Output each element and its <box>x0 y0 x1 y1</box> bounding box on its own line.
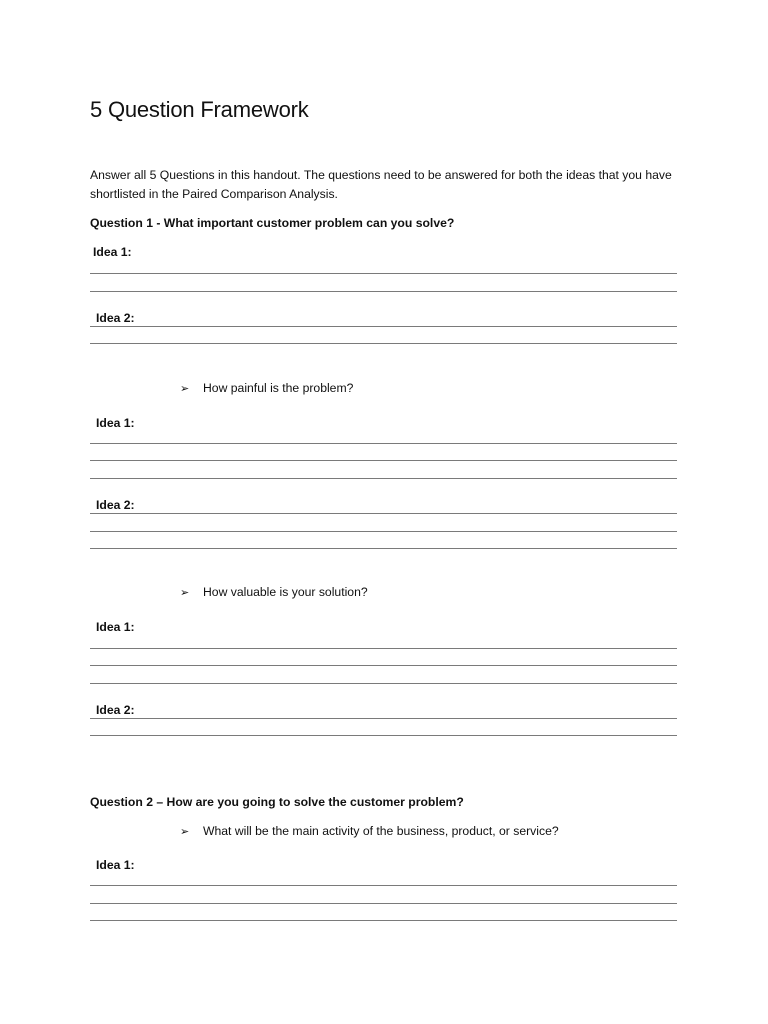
painful-idea-2-label: Idea 2: <box>96 498 135 512</box>
valuable-idea-1-answer-line-2[interactable] <box>90 665 677 666</box>
painful-idea-1-answer-line-2[interactable] <box>90 460 677 461</box>
q1-idea-2-answer-line-2[interactable] <box>90 343 677 344</box>
arrow-bullet-icon: ➢ <box>180 383 190 395</box>
q1-idea-2-answer-line-1[interactable] <box>90 326 677 327</box>
sub-question-text: How painful is the problem? <box>203 381 354 395</box>
valuable-idea-2-answer-line-2[interactable] <box>90 735 677 736</box>
question-1-heading: Question 1 - What important customer problem can you solve? <box>90 216 455 230</box>
painful-idea-1-answer-line-1[interactable] <box>90 443 677 444</box>
arrow-bullet-icon: ➢ <box>180 826 190 838</box>
valuable-idea-1-answer-line-3[interactable] <box>90 683 677 684</box>
sub-question-text: What will be the main activity of the business, product, or service? <box>203 824 559 838</box>
painful-idea-1-label: Idea 1: <box>96 416 135 430</box>
arrow-bullet-icon: ➢ <box>180 587 190 599</box>
painful-idea-2-answer-line-3[interactable] <box>90 548 677 549</box>
valuable-idea-2-answer-line-1[interactable] <box>90 718 677 719</box>
activity-idea-1-answer-line-2[interactable] <box>90 903 677 904</box>
valuable-idea-1-label: Idea 1: <box>96 620 135 634</box>
intro-paragraph: Answer all 5 Questions in this handout. The questions need to be answered for both the ideas that you have shortlisted in the Paired Comparison Analysis. <box>90 168 672 201</box>
painful-idea-2-answer-line-2[interactable] <box>90 531 677 532</box>
sub-question-main-activity <box>180 822 559 841</box>
valuable-idea-1-answer-line-1[interactable] <box>90 648 677 649</box>
q1-idea-1-label: Idea 1: <box>93 245 132 259</box>
question-2-heading: Question 2 – How are you going to solve the customer problem? <box>90 795 464 809</box>
valuable-idea-2-label: Idea 2: <box>96 703 135 717</box>
activity-idea-1-answer-line-3[interactable] <box>90 920 677 921</box>
q1-idea-1-answer-line-2[interactable] <box>90 291 677 292</box>
q1-idea-1-answer-line-1[interactable] <box>90 273 677 274</box>
sub-question-painful <box>180 379 353 398</box>
page-title: 5 Question Framework <box>90 97 309 122</box>
painful-idea-2-answer-line-1[interactable] <box>90 513 677 514</box>
sub-question-text: How valuable is your solution? <box>203 585 368 599</box>
activity-idea-1-label: Idea 1: <box>96 858 135 872</box>
q1-idea-2-label: Idea 2: <box>96 311 135 325</box>
painful-idea-1-answer-line-3[interactable] <box>90 478 677 479</box>
sub-question-valuable <box>180 583 368 602</box>
activity-idea-1-answer-line-1[interactable] <box>90 885 677 886</box>
